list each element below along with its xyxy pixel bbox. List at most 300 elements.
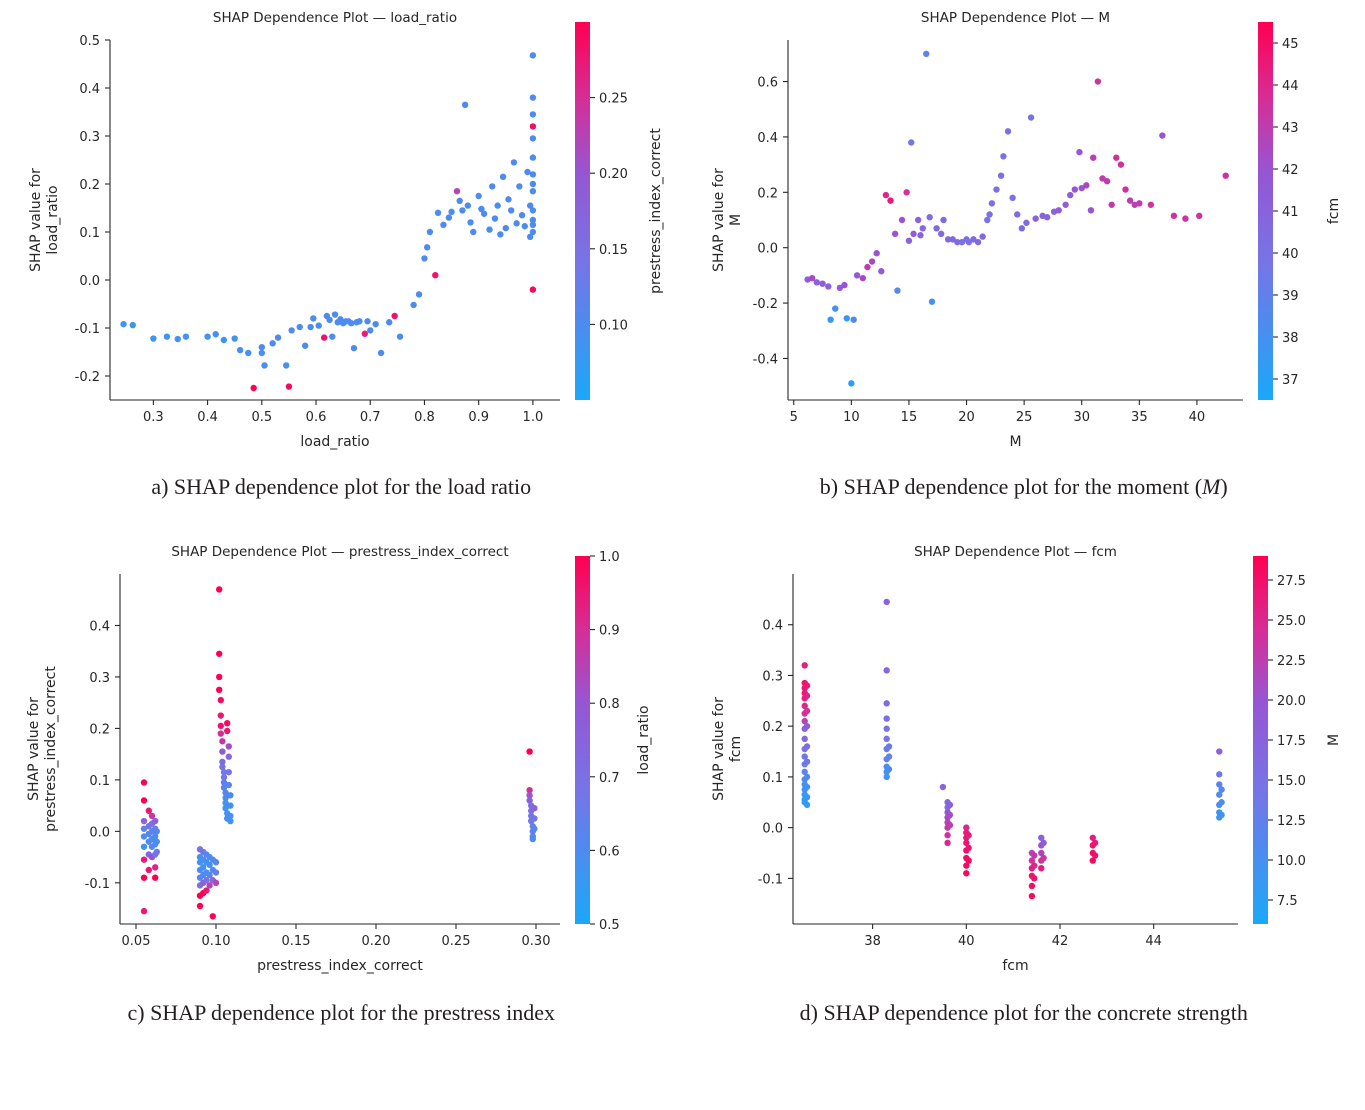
- data-point: [905, 238, 911, 244]
- colorbar-tick-label-c: 0.9: [599, 623, 620, 639]
- data-point: [1090, 154, 1096, 160]
- data-point: [497, 231, 503, 237]
- colorbar-tick-label-b: 43: [1281, 121, 1299, 136]
- colorbar-tick-label-c: 1.0: [599, 550, 620, 565]
- data-point: [221, 337, 227, 343]
- data-point: [511, 159, 517, 165]
- data-point: [152, 818, 158, 824]
- data-point: [1071, 186, 1077, 192]
- data-point: [213, 880, 219, 886]
- data-point: [489, 183, 495, 189]
- x-tick-label-a: 0.9: [468, 410, 490, 425]
- data-point: [910, 231, 916, 237]
- data-point: [261, 362, 267, 368]
- data-point: [819, 280, 825, 286]
- y-tick-label-a: 0.0: [79, 274, 100, 289]
- x-axis-label-b: M: [1008, 434, 1022, 450]
- colorbar-tick-label-b: 39: [1281, 289, 1299, 304]
- data-point: [885, 753, 891, 759]
- data-point: [1196, 213, 1202, 219]
- data-point: [919, 225, 925, 231]
- colorbar-tick-label-a: 0.20: [599, 167, 628, 183]
- y-axis-label-a: load_ratio: [45, 185, 61, 255]
- data-point: [310, 315, 316, 321]
- data-point: [1094, 78, 1100, 84]
- y-tick-label-c: 0.3: [89, 670, 110, 686]
- data-point: [316, 322, 322, 328]
- data-point: [224, 728, 230, 734]
- data-point: [141, 779, 147, 785]
- data-point: [1103, 178, 1109, 184]
- data-point: [1108, 202, 1114, 208]
- data-point: [965, 832, 971, 838]
- data-point: [803, 693, 809, 699]
- data-point: [530, 94, 536, 100]
- data-point: [218, 730, 224, 736]
- x-tick-label-a: 1.0: [522, 410, 544, 425]
- data-point: [923, 51, 929, 57]
- colorbar-tick-label-b: 41: [1281, 205, 1299, 220]
- data-point: [1218, 812, 1224, 818]
- data-point: [891, 231, 897, 237]
- data-point: [530, 207, 536, 213]
- data-point: [1038, 865, 1044, 871]
- data-point: [530, 111, 536, 117]
- data-point: [505, 196, 511, 202]
- data-point: [227, 802, 233, 808]
- x-axis-label-a: load_ratio: [300, 434, 370, 450]
- x-tick-label-b: 25: [1015, 410, 1032, 425]
- data-point: [226, 743, 232, 749]
- data-point: [213, 859, 219, 865]
- data-point: [1004, 128, 1010, 134]
- panel-d: [683, 526, 1365, 986]
- y-axis-label-d: SHAP value for: [710, 697, 727, 801]
- data-point: [446, 214, 452, 220]
- data-point: [164, 333, 170, 339]
- data-point: [378, 350, 384, 356]
- data-point: [963, 870, 969, 876]
- data-point: [141, 874, 147, 880]
- x-axis-label-c: prestress_index_correct: [257, 958, 423, 974]
- data-point: [286, 383, 292, 389]
- data-point: [1170, 213, 1176, 219]
- data-point: [832, 305, 838, 311]
- colorbar-tick-label-c: 0.8: [599, 697, 620, 713]
- data-point: [926, 214, 932, 220]
- data-point: [1000, 153, 1006, 159]
- data-point: [226, 782, 232, 788]
- data-point: [216, 651, 222, 657]
- data-point: [307, 324, 313, 330]
- x-tick-label-d: 38: [863, 934, 881, 949]
- data-point: [224, 720, 230, 726]
- data-point: [1028, 893, 1034, 899]
- data-point: [227, 792, 233, 798]
- data-point: [1091, 840, 1097, 846]
- y-tick-label-b: 0.6: [756, 75, 778, 91]
- y-tick-label-c: -0.1: [84, 876, 110, 892]
- colorbar-tick-label-b: 37: [1281, 373, 1299, 388]
- data-point: [183, 333, 189, 339]
- x-tick-label-b: 20: [957, 410, 975, 425]
- data-point: [1031, 862, 1037, 868]
- data-point: [519, 212, 525, 218]
- data-point: [213, 331, 219, 337]
- data-point: [1023, 220, 1029, 226]
- colorbar-c: [575, 556, 590, 924]
- x-tick-label-c: 0.05: [121, 934, 151, 949]
- data-point: [914, 217, 920, 223]
- data-point: [887, 197, 893, 203]
- x-tick-label-a: 0.6: [305, 410, 327, 425]
- y-tick-label-d: 0.2: [761, 720, 783, 736]
- chart-b: [683, 0, 1365, 460]
- chart-title-c: SHAP Dependence Plot — prestress_index_correct: [171, 544, 509, 560]
- data-point: [435, 210, 441, 216]
- data-point: [218, 712, 224, 718]
- data-point: [364, 318, 370, 324]
- x-tick-label-b: 40: [1188, 410, 1205, 425]
- colorbar-tick-label-d: 25.0: [1276, 614, 1306, 629]
- colorbar-label-c: load_ratio: [636, 705, 652, 775]
- data-point: [1027, 114, 1033, 120]
- data-point: [946, 812, 952, 818]
- data-point: [531, 805, 537, 811]
- data-point: [467, 219, 473, 225]
- data-point: [928, 298, 934, 304]
- data-point: [530, 123, 536, 129]
- data-point: [940, 217, 946, 223]
- data-point: [883, 667, 889, 673]
- data-point: [988, 200, 994, 206]
- data-point: [1062, 202, 1068, 208]
- data-point: [367, 327, 373, 333]
- caption-b: [683, 460, 1365, 526]
- x-tick-label-d: 40: [957, 934, 975, 949]
- colorbar-tick-label-d: 27.5: [1276, 574, 1306, 589]
- data-point: [1040, 840, 1046, 846]
- data-point: [993, 186, 999, 192]
- data-point: [1031, 852, 1037, 858]
- x-tick-label-d: 44: [1144, 934, 1162, 949]
- data-point: [219, 748, 225, 754]
- data-point: [259, 344, 265, 350]
- data-point: [1216, 748, 1222, 754]
- data-point: [827, 316, 833, 322]
- panel-b: [683, 0, 1365, 460]
- data-point: [348, 320, 354, 326]
- scatter-points-b: [804, 51, 1229, 387]
- data-point: [397, 333, 403, 339]
- data-point: [1014, 211, 1020, 217]
- y-tick-label-a: -0.2: [74, 370, 100, 385]
- data-point: [386, 319, 392, 325]
- x-tick-label-c: 0.25: [441, 934, 471, 949]
- data-point: [465, 202, 471, 208]
- data-point: [152, 864, 158, 870]
- caption-b-post: ): [1220, 474, 1228, 499]
- data-point: [1091, 852, 1097, 858]
- data-point: [522, 223, 528, 229]
- y-tick-label-b: -0.4: [752, 352, 778, 368]
- data-point: [883, 599, 889, 605]
- colorbar-label-a: prestress_index_correct: [648, 128, 664, 294]
- y-tick-label-c: 0.0: [89, 825, 110, 841]
- data-point: [526, 748, 532, 754]
- data-point: [204, 333, 210, 339]
- data-point: [457, 198, 463, 204]
- data-point: [150, 335, 156, 341]
- data-point: [492, 215, 498, 221]
- data-point: [227, 818, 233, 824]
- data-point: [513, 220, 519, 226]
- data-point: [885, 766, 891, 772]
- data-point: [825, 283, 831, 289]
- data-point: [965, 857, 971, 863]
- colorbar-tick-label-b: 44: [1281, 79, 1299, 94]
- data-point: [997, 172, 1003, 178]
- y-tick-label-a: 0.3: [79, 130, 100, 145]
- colorbar-tick-label-b: 38: [1281, 331, 1299, 346]
- data-point: [801, 662, 807, 668]
- data-point: [269, 340, 275, 346]
- data-point: [508, 207, 514, 213]
- data-point: [410, 302, 416, 308]
- x-tick-label-b: 15: [900, 410, 917, 425]
- data-point: [530, 154, 536, 160]
- colorbar-tick-label-d: 12.5: [1276, 814, 1306, 829]
- colorbar-a: [575, 22, 590, 400]
- y-tick-label-c: 0.1: [89, 773, 110, 789]
- data-point: [1031, 875, 1037, 881]
- data-point: [226, 769, 232, 775]
- colorbar-tick-label-d: 7.5: [1276, 894, 1298, 909]
- data-point: [494, 202, 500, 208]
- x-tick-label-c: 0.10: [201, 934, 231, 949]
- data-point: [1083, 182, 1089, 188]
- y-tick-label-b: 0.4: [756, 130, 778, 146]
- data-point: [462, 102, 468, 108]
- data-point: [1087, 207, 1093, 213]
- data-point: [530, 836, 536, 842]
- data-point: [883, 700, 889, 706]
- y-tick-label-d: 0.4: [761, 618, 783, 634]
- data-point: [120, 321, 126, 327]
- x-tick-label-c: 0.30: [521, 934, 551, 949]
- data-point: [801, 736, 807, 742]
- data-point: [1032, 215, 1038, 221]
- colorbar-tick-label-d: 17.5: [1276, 734, 1306, 749]
- data-point: [226, 754, 232, 760]
- data-point: [1018, 225, 1024, 231]
- data-point: [946, 822, 952, 828]
- data-point: [944, 832, 950, 838]
- data-point: [332, 311, 338, 317]
- data-point: [903, 189, 909, 195]
- colorbar-d: [1253, 556, 1268, 924]
- data-point: [848, 380, 854, 386]
- data-point: [500, 174, 506, 180]
- scatter-points-c: [141, 586, 538, 919]
- data-point: [421, 255, 427, 261]
- data-point: [908, 139, 914, 145]
- data-point: [216, 674, 222, 680]
- data-point: [516, 183, 522, 189]
- data-point: [237, 347, 243, 353]
- data-point: [503, 225, 509, 231]
- data-point: [141, 797, 147, 803]
- data-point: [803, 743, 809, 749]
- data-point: [1067, 192, 1073, 198]
- data-point: [197, 903, 203, 909]
- data-point: [302, 343, 308, 349]
- data-point: [154, 849, 160, 855]
- data-point: [216, 687, 222, 693]
- data-point: [416, 291, 422, 297]
- scatter-points-d: [801, 599, 1224, 900]
- x-tick-label-b: 35: [1130, 410, 1148, 425]
- data-point: [530, 52, 536, 58]
- data-point: [894, 287, 900, 293]
- data-point: [944, 840, 950, 846]
- data-point: [232, 335, 238, 341]
- data-point: [986, 211, 992, 217]
- data-point: [475, 193, 481, 199]
- data-point: [1136, 200, 1142, 206]
- x-tick-label-c: 0.15: [281, 934, 311, 949]
- data-point: [175, 336, 181, 342]
- x-tick-label-a: 0.7: [359, 410, 381, 425]
- x-tick-label-b: 5: [789, 410, 798, 425]
- data-point: [939, 784, 945, 790]
- data-point: [1113, 154, 1119, 160]
- data-point: [141, 818, 147, 824]
- colorbar-tick-label-c: 0.7: [599, 770, 620, 786]
- data-point: [898, 217, 904, 223]
- x-tick-label-c: 0.20: [361, 934, 391, 949]
- y-tick-label-c: 0.4: [89, 619, 110, 635]
- data-point: [938, 231, 944, 237]
- data-point: [218, 723, 224, 729]
- data-point: [843, 315, 849, 321]
- data-point: [841, 282, 847, 288]
- data-point: [288, 327, 294, 333]
- data-point: [974, 239, 980, 245]
- data-point: [130, 322, 136, 328]
- chart-title-a: SHAP Dependence Plot — load_ratio: [212, 10, 458, 26]
- data-point: [250, 385, 256, 391]
- y-tick-label-b: -0.2: [752, 297, 778, 313]
- colorbar-tick-label-a: 0.10: [599, 318, 628, 334]
- colorbar-tick-label-d: 20.0: [1276, 694, 1306, 709]
- data-point: [141, 844, 147, 850]
- chart-a: [0, 0, 682, 460]
- data-point: [219, 738, 225, 744]
- data-point: [424, 244, 430, 250]
- scatter-points-a: [120, 52, 536, 391]
- data-point: [448, 209, 454, 215]
- data-point: [530, 188, 536, 194]
- data-point: [873, 250, 879, 256]
- data-point: [154, 828, 160, 834]
- data-point: [321, 334, 327, 340]
- caption-b-pre: b) SHAP dependence plot for the moment (: [819, 474, 1203, 499]
- data-point: [356, 318, 362, 324]
- data-point: [481, 211, 487, 217]
- data-point: [329, 333, 335, 339]
- y-tick-label-a: 0.5: [79, 34, 100, 49]
- data-point: [933, 225, 939, 231]
- data-point: [878, 268, 884, 274]
- y-tick-label-a: 0.4: [79, 82, 100, 97]
- data-point: [530, 135, 536, 141]
- data-point: [530, 181, 536, 187]
- data-point: [326, 317, 332, 323]
- data-point: [850, 316, 856, 322]
- data-point: [864, 264, 870, 270]
- data-point: [362, 331, 368, 337]
- data-point: [1182, 215, 1188, 221]
- y-axis-label-d: fcm: [727, 735, 744, 763]
- data-point: [152, 874, 158, 880]
- data-point: [530, 286, 536, 292]
- data-point: [803, 802, 809, 808]
- data-point: [213, 869, 219, 875]
- data-point: [1043, 214, 1049, 220]
- colorbar-tick-label-b: 42: [1281, 163, 1299, 178]
- x-tick-label-a: 0.3: [143, 410, 164, 425]
- y-axis-label-c: prestress_index_correct: [43, 666, 59, 832]
- data-point: [1009, 195, 1015, 201]
- data-point: [965, 845, 971, 851]
- data-point: [979, 233, 985, 239]
- data-point: [283, 362, 289, 368]
- y-tick-label-b: 0.0: [756, 241, 778, 257]
- x-tick-label-b: 30: [1072, 410, 1090, 425]
- data-point: [141, 908, 147, 914]
- data-point: [883, 736, 889, 742]
- chart-d: [683, 526, 1365, 986]
- data-point: [530, 222, 536, 228]
- data-point: [803, 758, 809, 764]
- data-point: [859, 275, 865, 281]
- y-axis-label-b: M: [727, 213, 744, 227]
- data-point: [216, 586, 222, 592]
- colorbar-tick-label-a: 0.25: [599, 91, 628, 107]
- data-point: [432, 272, 438, 278]
- data-point: [803, 682, 809, 688]
- colorbar-tick-label-c: 0.6: [599, 844, 620, 860]
- y-tick-label-c: 0.2: [89, 722, 110, 738]
- data-point: [218, 697, 224, 703]
- x-tick-label-a: 0.8: [414, 410, 435, 425]
- data-point: [883, 726, 889, 732]
- y-tick-label-a: 0.2: [79, 178, 100, 193]
- data-point: [1028, 883, 1034, 889]
- data-point: [1218, 786, 1224, 792]
- data-point: [454, 188, 460, 194]
- data-point: [391, 313, 397, 319]
- data-point: [531, 815, 537, 821]
- colorbar-tick-label-d: 15.0: [1276, 774, 1306, 789]
- data-point: [1222, 172, 1228, 178]
- colorbar-label-b: fcm: [1325, 197, 1342, 225]
- x-tick-label-d: 42: [1051, 934, 1068, 949]
- data-point: [917, 232, 923, 238]
- chart-title-b: SHAP Dependence Plot — M: [920, 10, 1110, 26]
- data-point: [1040, 855, 1046, 861]
